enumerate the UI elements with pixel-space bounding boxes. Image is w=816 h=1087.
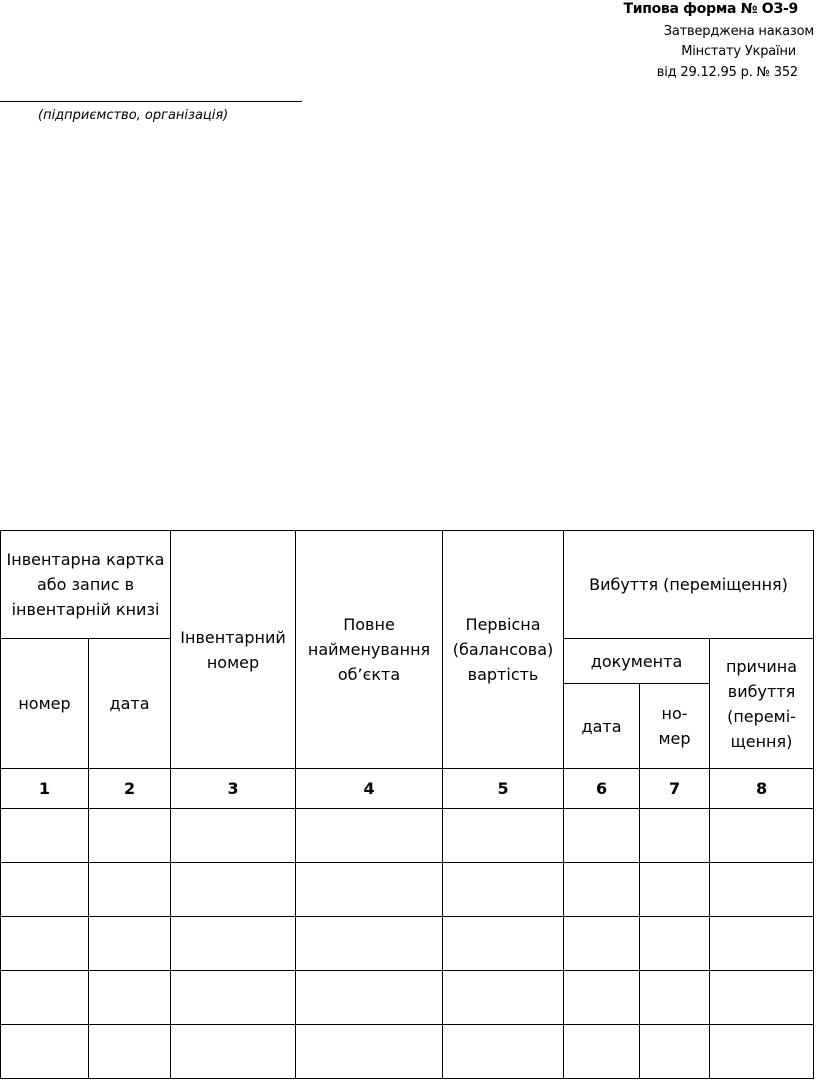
column-number-cell: 7 xyxy=(640,769,710,809)
table-row xyxy=(1,1025,814,1079)
table-cell[interactable] xyxy=(1,1025,89,1079)
column-number-cell: 6 xyxy=(564,769,640,809)
table-cell[interactable] xyxy=(1,971,89,1025)
table-cell[interactable] xyxy=(1,917,89,971)
table-cell[interactable] xyxy=(171,863,296,917)
table-cell[interactable] xyxy=(296,971,443,1025)
table-cell[interactable] xyxy=(443,863,564,917)
disposal-register-table xyxy=(0,530,814,1079)
table-cell[interactable] xyxy=(296,863,443,917)
table-cell[interactable] xyxy=(443,971,564,1025)
table-cell[interactable] xyxy=(1,809,89,863)
number-header: номер xyxy=(1,639,89,769)
initial-cost-header: Первісна (балансова) вартість xyxy=(443,531,564,769)
table-cell[interactable] xyxy=(564,971,640,1025)
table-cell[interactable] xyxy=(710,809,814,863)
approval-line-2: Мінстату України xyxy=(681,44,796,59)
column-number-cell: 4 xyxy=(296,769,443,809)
table-row xyxy=(1,917,814,971)
table-cell[interactable] xyxy=(89,917,171,971)
table-cell[interactable] xyxy=(443,809,564,863)
table-cell[interactable] xyxy=(443,1025,564,1079)
table-cell[interactable] xyxy=(296,809,443,863)
table-cell[interactable] xyxy=(564,1025,640,1079)
approval-line-3: від 29.12.95 р. № 352 xyxy=(656,65,798,80)
table-cell[interactable] xyxy=(640,1025,710,1079)
table-cell[interactable] xyxy=(89,971,171,1025)
table-cell[interactable] xyxy=(710,863,814,917)
table-cell[interactable] xyxy=(564,809,640,863)
table-body xyxy=(1,809,814,1079)
table-cell[interactable] xyxy=(171,1025,296,1079)
table-cell[interactable] xyxy=(710,917,814,971)
table-cell[interactable] xyxy=(640,917,710,971)
doc-date-header: дата xyxy=(564,684,640,769)
document-header: документа xyxy=(564,639,710,684)
table-cell[interactable] xyxy=(89,863,171,917)
table-cell[interactable] xyxy=(171,809,296,863)
doc-number-header: но-мер xyxy=(640,684,710,769)
disposal-header: Вибуття (переміщення) xyxy=(564,531,814,639)
table-cell[interactable] xyxy=(443,917,564,971)
approval-block xyxy=(636,22,816,86)
table-cell[interactable] xyxy=(296,917,443,971)
table-cell[interactable] xyxy=(1,863,89,917)
column-number-row xyxy=(1,769,814,809)
table-cell[interactable] xyxy=(564,917,640,971)
reason-header: причина вибуття (перемі-щення) xyxy=(710,639,814,769)
table-row xyxy=(1,863,814,917)
column-number-cell: 8 xyxy=(710,769,814,809)
table-cell[interactable] xyxy=(564,863,640,917)
table-cell[interactable] xyxy=(710,1025,814,1079)
column-number-cell: 2 xyxy=(89,769,171,809)
table-cell[interactable] xyxy=(171,917,296,971)
table-row xyxy=(1,809,814,863)
inventory-number-header: Інвентарний номер xyxy=(171,531,296,769)
column-number-cell: 3 xyxy=(171,769,296,809)
form-title: Типова форма № ОЗ-9 xyxy=(623,1,798,17)
organization-fill-line[interactable] xyxy=(0,101,302,102)
inventory-card-header: Інвентарна картка або запис в інвентарній книзі xyxy=(1,531,171,639)
approval-line-1: Затверджена наказом xyxy=(663,24,814,39)
date-header: дата xyxy=(89,639,171,769)
table-cell[interactable] xyxy=(710,971,814,1025)
table-cell[interactable] xyxy=(89,809,171,863)
table-cell[interactable] xyxy=(89,1025,171,1079)
full-name-header: Повне найменування об’єкта xyxy=(296,531,443,769)
table-cell[interactable] xyxy=(640,971,710,1025)
organization-caption: (підприємство, організація) xyxy=(38,108,229,123)
header-row-1 xyxy=(1,531,814,639)
table-cell[interactable] xyxy=(171,971,296,1025)
column-number-cell: 1 xyxy=(1,769,89,809)
table-row xyxy=(1,971,814,1025)
table-cell[interactable] xyxy=(296,1025,443,1079)
table-cell[interactable] xyxy=(640,809,710,863)
column-number-cell: 5 xyxy=(443,769,564,809)
table-cell[interactable] xyxy=(640,863,710,917)
